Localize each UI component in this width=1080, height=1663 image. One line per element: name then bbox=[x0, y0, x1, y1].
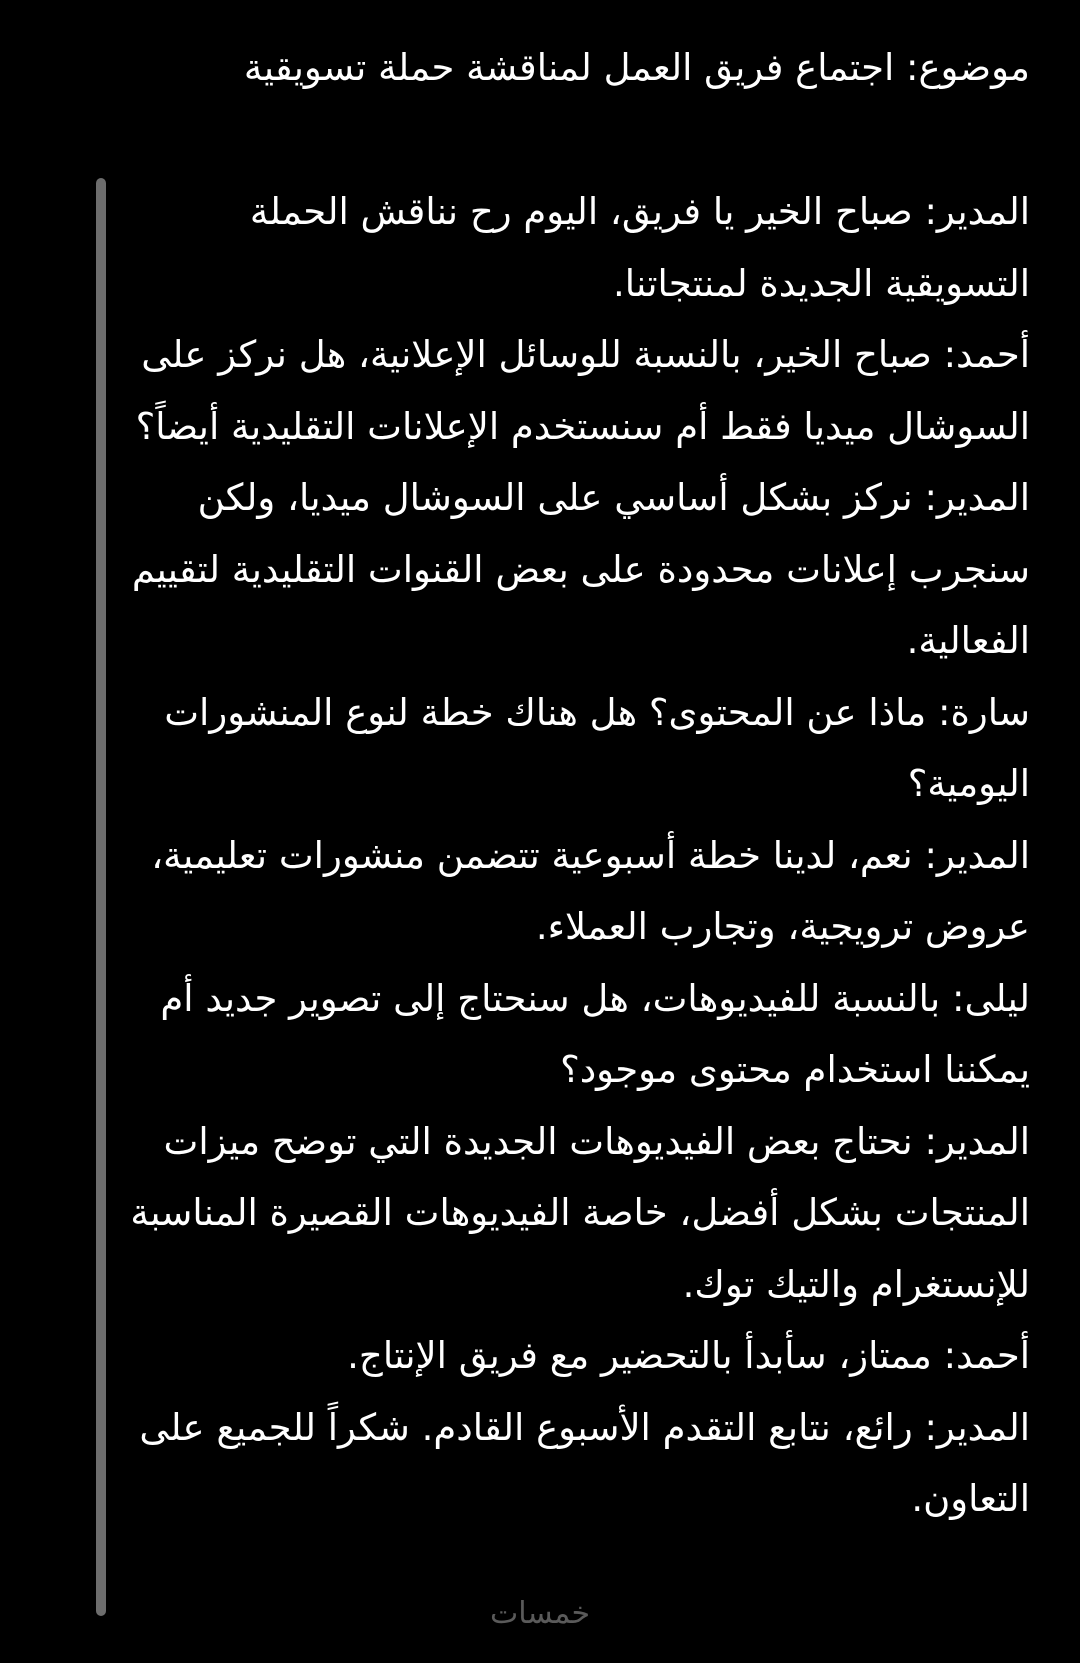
dialogue-text: صباح الخير، بالنسبة للوسائل الإعلانية، هل نركز على السوشال ميديا فقط أم سنستخدم الإعلانات التقليدية أيضاً؟ bbox=[135, 333, 1030, 448]
speaker-name: أحمد: bbox=[943, 333, 1030, 376]
watermark-logo: خمسات bbox=[489, 1596, 591, 1631]
dialogue-text: صباح الخير يا فريق، اليوم رح نناقش الحملة التسويقية الجديدة لمنتجاتنا. bbox=[249, 190, 1030, 305]
dialogue-line bbox=[115, 1106, 1030, 1321]
speaker-name: أحمد: bbox=[943, 1334, 1030, 1377]
dialogue-text: ماذا عن المحتوى؟ هل هناك خطة لنوع المنشورات اليومية؟ bbox=[164, 690, 1030, 805]
dialogue-text: ممتاز، سأبدأ بالتحضير مع فريق الإنتاج. bbox=[347, 1334, 944, 1377]
dialogue-line bbox=[115, 462, 1030, 677]
speaker-name: المدير: bbox=[924, 833, 1030, 877]
dialogue-line bbox=[115, 1392, 1030, 1535]
dialogue-text: رائع، نتابع التقدم الأسبوع القادم. شكراً للجميع على التعاون. bbox=[139, 1405, 1030, 1520]
speaker-name: ليلى: bbox=[952, 976, 1030, 1020]
dialogue-line bbox=[115, 176, 1030, 319]
speaker-name: المدير: bbox=[924, 1405, 1030, 1449]
subject-heading: موضوع: اجتماع فريق العمل لمناقشة حملة تسويقية bbox=[243, 46, 1030, 89]
dialogue-line bbox=[115, 820, 1030, 963]
dialogue-block bbox=[115, 176, 1030, 1535]
dialogue-text: نحتاج بعض الفيديوهات الجديدة التي توضح ميزات المنتجات بشكل أفضل، خاصة الفيديوهات القصيرة المناسبة للإنستغرام والتيك توك. bbox=[130, 1119, 1030, 1306]
dialogue-line bbox=[115, 963, 1030, 1106]
speaker-name: المدير: bbox=[924, 1119, 1030, 1163]
speaker-name: المدير: bbox=[924, 476, 1030, 519]
quote-bar bbox=[96, 178, 106, 1616]
dialogue-text: نركز بشكل أساسي على السوشال ميديا، ولكن سنجرب إعلانات محدودة على بعض القنوات التقليدية لتقييم الفعالية. bbox=[131, 476, 1030, 662]
dialogue-line bbox=[115, 319, 1030, 462]
dialogue-text: بالنسبة للفيديوهات، هل سنحتاج إلى تصوير جديد أم يمكننا استخدام محتوى موجود؟ bbox=[160, 976, 1030, 1091]
speaker-name: المدير: bbox=[924, 190, 1030, 233]
dialogue-line bbox=[115, 1320, 1030, 1392]
dialogue-text: نعم، لدينا خطة أسبوعية تتضمن منشورات تعليمية، عروض ترويجية، وتجارب العملاء. bbox=[151, 833, 1030, 948]
speaker-name: سارة: bbox=[938, 690, 1030, 734]
dialogue-line bbox=[115, 677, 1030, 820]
